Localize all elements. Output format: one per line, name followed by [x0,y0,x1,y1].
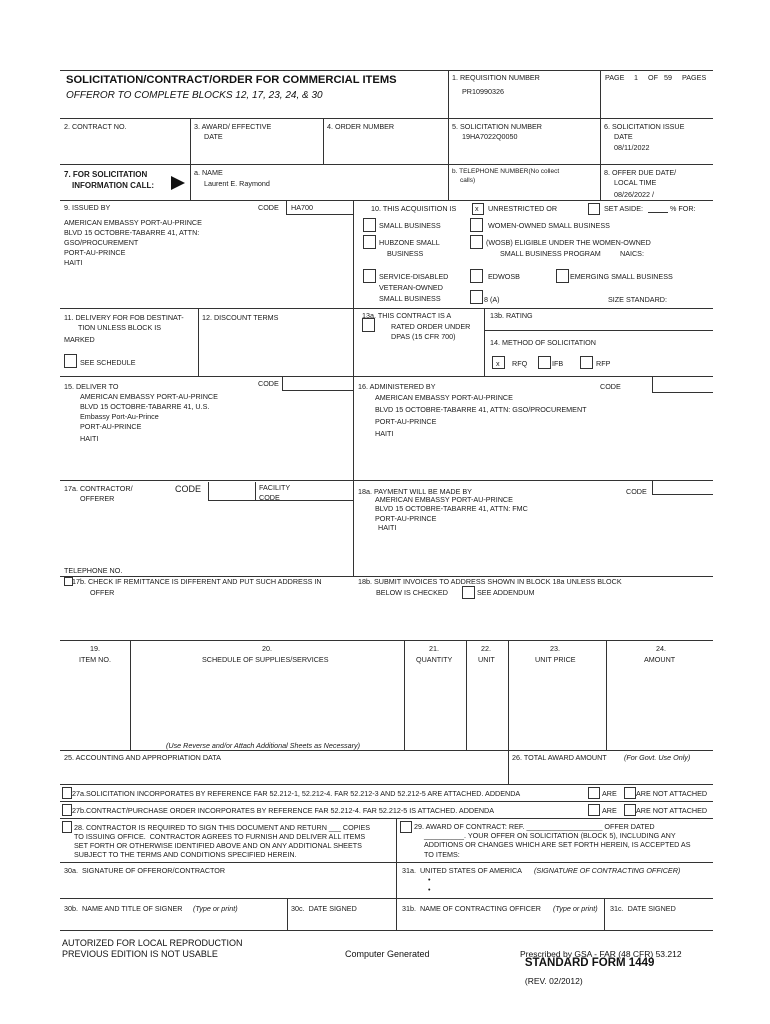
administered-by-address-3: PORT-AU-PRINCE [375,417,437,426]
sdvosb-label-3: SMALL BUSINESS [379,294,441,303]
name-label: a. NAME [194,168,223,177]
form-revision: (REV. 02/2012) [524,976,583,986]
sdvosb-checkbox[interactable] [363,269,376,283]
deliver-to-label: 15. DELIVER TO [64,382,119,391]
payment-code-label: CODE [626,487,647,496]
hubzone-label-2: BUSINESS [387,249,424,258]
rfp-checkbox[interactable] [580,356,593,369]
signature-offeror-label: 30a. SIGNATURE OF OFFEROR/CONTRACTOR [64,866,226,875]
wosb-eligible-label-2: SMALL BUSINESS PROGRAM [500,249,601,258]
col21-label: QUANTITY [416,655,453,664]
info-call-label-2: INFORMATION CALL: [72,181,155,190]
offer-due-label: 8. OFFER DUE DATE/ [604,168,677,177]
rfp-label: RFP [596,359,611,368]
form-title: SOLICITATION/CONTRACT/ORDER FOR COMMERCIAL ITEMS [66,74,397,86]
payment-address-2: BLVD 15 OCTOBRE-TABARRE 41, ATTN: FMC [375,504,528,513]
ifb-label: IFB [552,359,564,368]
solicitation-number-value: 19HA7022Q0050 [462,132,518,141]
rated-order-label: 13a. THIS CONTRACT IS A [362,311,452,320]
facility-code-label-2: CODE [259,493,280,502]
small-business-checkbox[interactable] [363,218,376,232]
col22-number: 22. [481,644,491,653]
col20-label: SCHEDULE OF SUPPLIES/SERVICES [202,655,329,664]
discount-terms-label: 12. DISCOUNT TERMS [202,313,279,322]
form-subtitle: OFFEROR TO COMPLETE BLOCKS 12, 17, 23, 24, & 30 [66,90,323,101]
schedule-note: (Use Reverse and/or Attach Additional Sheets as Necessary) [166,741,361,750]
submit-invoices-label-2: BELOW IS CHECKED [376,588,448,597]
contractor-label: 17a. CONTRACTOR/ [64,484,133,493]
deliver-to-address-4: PORT-AU-PRINCE [80,422,142,431]
clause-27a-checkbox[interactable] [62,787,72,799]
acquisition-label: 10. THIS ACQUISITION IS [371,204,457,213]
block29-line-3: ADDITIONS OR CHANGES WHICH ARE SET FORTH HEREIN, IS ACCEPTED AS [424,840,691,849]
remittance-label: 17b. CHECK IF REMITTANCE IS DIFFERENT AND PUT SUCH ADDRESS IN [72,577,322,586]
addenda-27b-not: ARE NOT ATTACHED [636,806,708,815]
accounting-label: 25. ACCOUNTING AND APPROPRIATION DATA [64,753,221,762]
col24-number: 24. [656,644,666,653]
signature-officer-note: (SIGNATURE OF CONTRACTING OFFICER) [534,866,681,875]
signature-officer-label: 31a. UNITED STATES OF AMERICA [402,866,522,875]
solicitation-number-label: 5. SOLICITATION NUMBER [452,122,542,131]
page-label: PAGE [605,73,625,82]
administered-by-code-label: CODE [600,382,621,391]
sdvosb-label: SERVICE-DISABLED [379,272,449,281]
name-value: Laurent E. Raymond [204,179,270,188]
wosb-eligible-checkbox[interactable] [470,235,483,249]
col19-label: ITEM NO. [79,655,111,664]
col20-number: 20. [262,644,272,653]
telephone-label: b. TELEPHONE NUMBER(No collect [452,168,560,175]
rfq-x: x [496,359,500,368]
hubzone-label: HUBZONE SMALL [379,238,440,247]
issued-by-label: 9. ISSUED BY [64,203,111,212]
block28-line-1: 28. CONTRACTOR IS REQUIRED TO SIGN THIS DOCUMENT AND RETURN ___ COPIES [74,823,371,832]
payment-address-3: PORT-AU-PRINCE [375,514,437,523]
addenda-27b-are-checkbox[interactable] [588,804,600,816]
size-standard-label: SIZE STANDARD: [608,295,667,304]
officer-name-note: (Type or print) [553,904,598,913]
issued-by-address-3: GSO/PROCUREMENT [64,238,139,247]
sdvosb-label-2: VETERAN-OWNED [379,283,443,292]
offer-due-value: 08/26/2022 / [614,190,654,199]
ifb-checkbox[interactable] [538,356,551,369]
rated-order-label-2: RATED ORDER UNDER [391,322,471,331]
col19-number: 19. [90,644,100,653]
administered-by-address-2: BLVD 15 OCTOBRE-TABARRE 41, ATTN: GSO/PROCUREMENT [375,405,587,414]
set-aside-label: SET ASIDE: [604,204,644,213]
payment-label: 18a. PAYMENT WILL BE MADE BY [358,487,472,496]
addenda-27b-are: ARE [602,806,617,815]
deliver-to-address-3: Embassy Port-Au-Prince [80,412,159,421]
telephone-label-2: calls) [460,177,476,184]
officer-date-label: 31c. DATE SIGNED [610,904,676,913]
previous-edition-note: PREVIOUS EDITION IS NOT USABLE [62,949,218,959]
set-aside-pct: % FOR: [670,204,696,213]
signer-date-label: 30c. DATE SIGNED [291,904,357,913]
block28-line-4: SUBJECT TO THE TERMS AND CONDITIONS SPECIFIED HEREIN. [74,850,297,859]
fob-label-3: MARKED [64,335,95,344]
page-of: OF [648,73,658,82]
rfq-label: RFQ [512,359,528,368]
remittance-label-2: OFFER [90,588,115,597]
contractor-label-2: OFFERER [80,494,115,503]
requisition-value: PR10990326 [462,87,504,96]
issue-date-label: 6. SOLICITATION ISSUE [604,122,685,131]
clause-27b-text: 27b.CONTRACT/PURCHASE ORDER INCORPORATES BY REFERENCE FAR 52.212-4. FAR 52.212-5 IS ATTACHED. ADDENDA [72,806,495,815]
issue-date-label-2: DATE [614,132,633,141]
clause-27b-checkbox[interactable] [62,804,72,816]
addenda-27a-not-checkbox[interactable] [624,787,636,799]
deliver-to-address-5: HAITI [80,434,99,443]
col23-label: UNIT PRICE [535,655,576,664]
form-number: STANDARD FORM 1449 [524,957,655,969]
edwosb-label: EDWOSB [488,272,520,281]
hubzone-checkbox[interactable] [363,235,376,249]
addenda-27a-are-checkbox[interactable] [588,787,600,799]
block29-line-4: TO ITEMS: [424,850,460,859]
issued-by-address-4: PORT-AU-PRINCE [64,248,126,257]
info-call-label: 7. FOR SOLICITATION [64,170,148,179]
submit-invoices-label: 18b. SUBMIT INVOICES TO ADDRESS SHOWN IN BLOCK 18a UNLESS BLOCK [358,577,622,586]
payment-address-1: AMERICAN EMBASSY PORT-AU-PRINCE [375,495,513,504]
issued-by-address-2: BLVD 15 OCTOBRE-TABARRE 41, ATTN: [64,228,200,237]
administered-by-address-4: HAITI [375,429,394,438]
naics-label: NAICS: [620,249,644,258]
fob-label: 11. DELIVERY FOR FOB DESTINAT- [64,313,184,322]
unrestricted-x: x [475,204,479,213]
eight-a-checkbox[interactable] [470,290,483,304]
bullet-1: • [428,875,431,884]
contract-no-label: 2. CONTRACT NO. [64,122,127,131]
col24-label: AMOUNT [644,655,676,664]
see-addendum-checkbox[interactable] [462,586,475,599]
emerging-label: EMERGING SMALL BUSINESS [570,272,673,281]
signer-name-note: (Type or print) [193,904,238,913]
edwosb-checkbox[interactable] [470,269,483,283]
col21-number: 21. [429,644,439,653]
bullet-2: • [428,885,431,894]
block29-checkbox[interactable] [400,821,412,833]
block28-line-3: SET FORTH OR OTHERWISE IDENTIFIED ABOVE AND ON ANY ADDITIONAL SHEETS [74,841,362,850]
payment-address-4: HAITI [378,523,397,532]
block29-line-2: __________. YOUR OFFER ON SOLICITATION (BLOCK 5), INCLUDING ANY [424,831,676,840]
total-award-label: 26. TOTAL AWARD AMOUNT [512,753,607,762]
issued-by-address-5: HAITI [64,258,83,267]
award-date-label: 3. AWARD/ EFFECTIVE [194,122,272,131]
issued-by-code-value: HA700 [291,203,313,212]
order-number-label: 4. ORDER NUMBER [327,122,395,131]
issued-by-address-1: AMERICAN EMBASSY PORT-AU-PRINCE [64,218,202,227]
addenda-27a-are: ARE [602,789,617,798]
award-date-label-2: DATE [204,132,223,141]
fob-label-2: TION UNLESS BLOCK IS [78,323,162,332]
contractor-code-label: CODE [175,484,202,494]
facility-code-label: FACILITY [259,483,291,492]
col23-number: 23. [550,644,560,653]
govt-use-note: (For Govt. Use Only) [624,753,691,762]
block28-line-2: TO ISSUING OFFICE. CONTRACTOR AGREES TO FURNISH AND DELIVER ALL ITEMS [74,832,366,841]
small-business-label: SMALL BUSINESS [379,221,441,230]
issue-date-value: 08/11/2022 [614,143,650,152]
telephone-no-label: TELEPHONE NO. [64,566,123,575]
signer-name-label: 30b. NAME AND TITLE OF SIGNER [64,904,183,913]
see-schedule-checkbox[interactable] [64,354,77,368]
computer-generated-note: Computer Generated [345,949,430,959]
set-aside-checkbox[interactable] [588,203,600,215]
block29-line-1: 29. AWARD OF CONTRACT: REF. ___________________ OFFER DATED [414,822,655,831]
block28-checkbox[interactable] [62,821,72,833]
arrow-right-icon [171,176,185,190]
offer-due-label-2: LOCAL TIME [614,178,657,187]
wosb-eligible-label: (WOSB) ELIGIBLE UNDER THE WOMEN-OWNED [486,238,651,247]
addenda-27b-not-checkbox[interactable] [624,804,636,816]
see-schedule-label: SEE SCHEDULE [80,358,136,367]
prescribed-by-note: Prescribed by GSA - FAR (48 CFR) 53.212 [520,949,682,959]
deliver-to-address-1: AMERICAN EMBASSY PORT-AU-PRINCE [80,392,218,401]
administered-by-address-1: AMERICAN EMBASSY PORT-AU-PRINCE [375,393,513,402]
wosb-checkbox[interactable] [470,218,483,232]
emerging-checkbox[interactable] [556,269,569,283]
see-addendum-label: SEE ADDENDUM [477,588,535,597]
deliver-to-address-2: BLVD 15 OCTOBRE-TABARRE 41, U.S. [80,402,210,411]
col22-label: UNIT [478,655,495,664]
method-label: 14. METHOD OF SOLICITATION [490,338,596,347]
eight-a-label: 8 (A) [484,295,500,304]
page-total: 59 [664,73,672,82]
form-name [516,935,654,989]
page-suffix: PAGES [682,73,707,82]
local-reproduction-note: AUTORIZED FOR LOCAL REPRODUCTION [62,938,243,948]
clause-27a-text: 27a.SOLICITATION INCORPORATES BY REFERENCE FAR 52.212-1, 52.212-4. FAR 52.212-3 AND 52.212-5 ARE ATTACHED. ADDENDA [72,789,521,798]
rating-label: 13b. RATING [490,311,533,320]
addenda-27a-not: ARE NOT ATTACHED [636,789,708,798]
page-number: 1 [634,73,638,82]
administered-by-label: 16. ADMINISTERED BY [358,382,436,391]
requisition-label: 1. REQUISITION NUMBER [452,73,540,82]
unrestricted-label: UNRESTRICTED OR [488,204,558,213]
issued-by-code-label: CODE [258,203,279,212]
deliver-to-code-label: CODE [258,379,279,388]
rated-order-label-3: DPAS (15 CFR 700) [391,332,456,341]
wosb-label: WOMEN-OWNED SMALL BUSINESS [488,221,610,230]
officer-name-label: 31b. NAME OF CONTRACTING OFFICER [402,904,541,913]
